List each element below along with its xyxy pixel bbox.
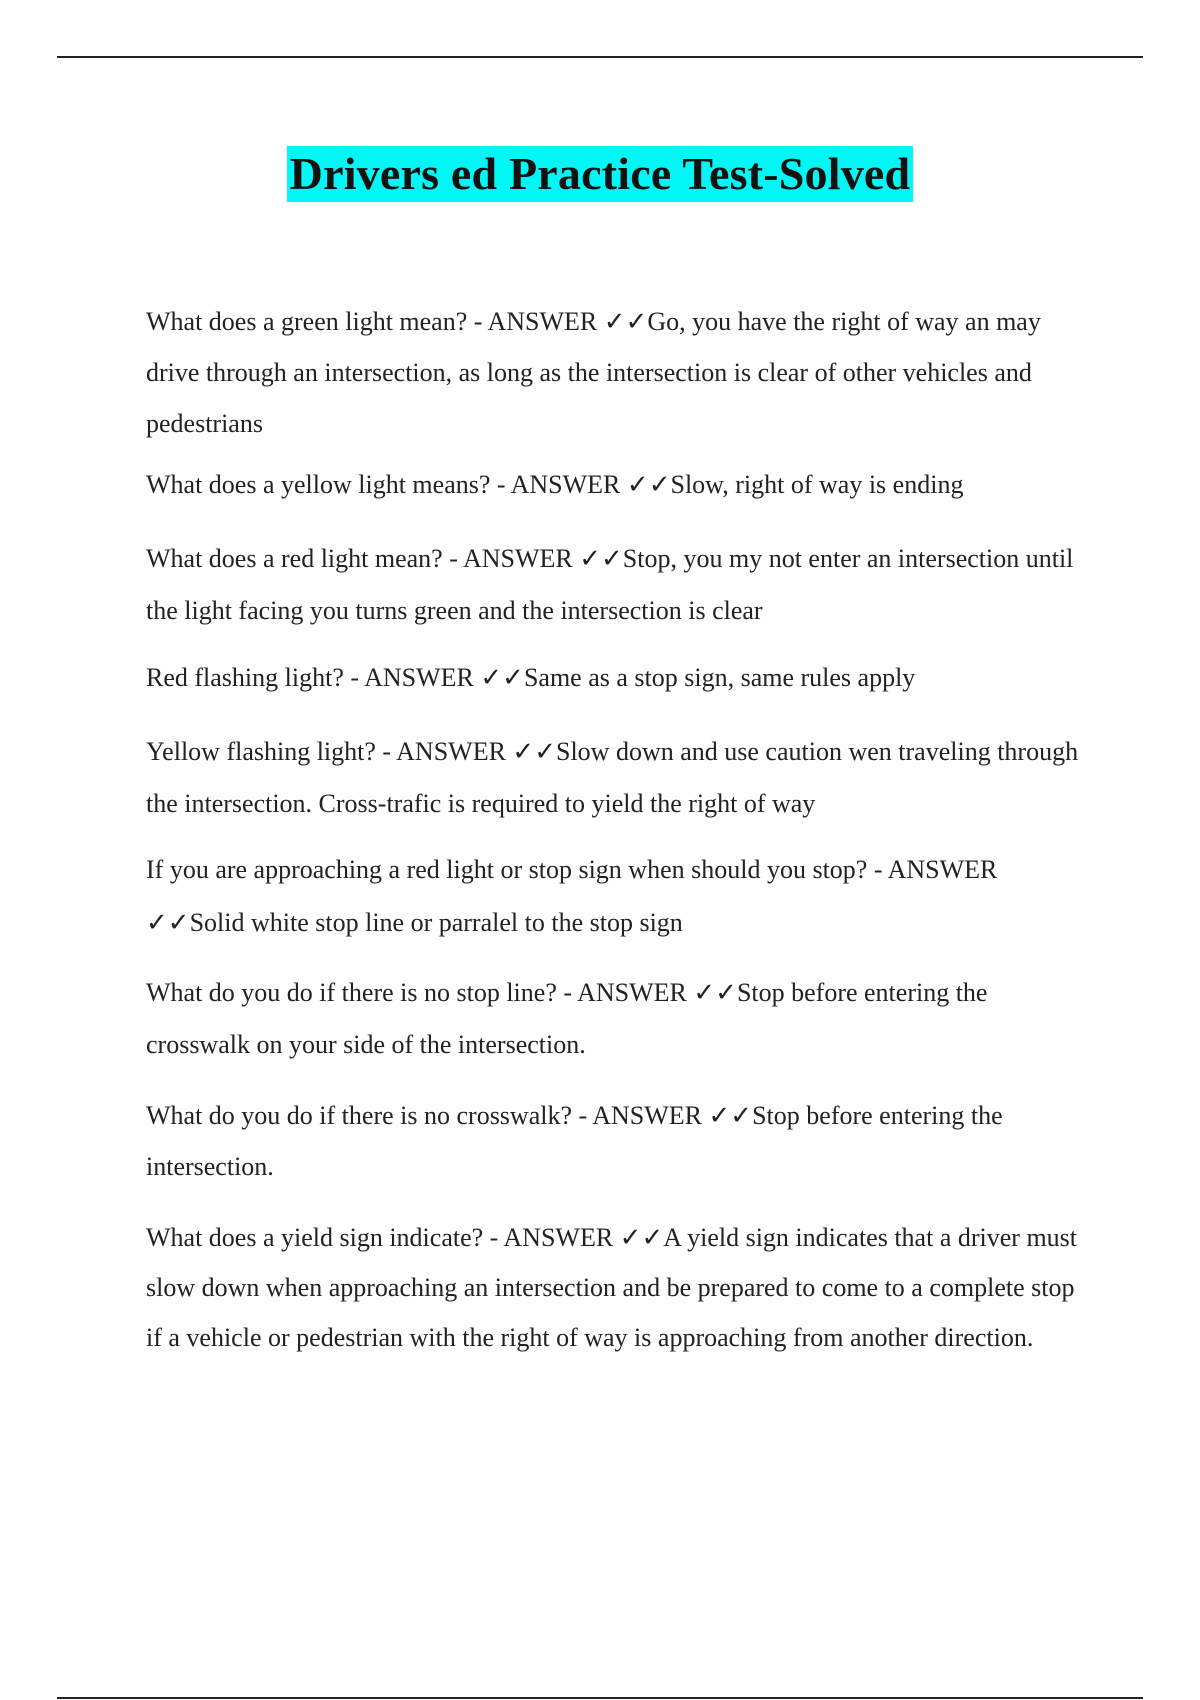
question-text: What do you do if there is no crosswalk? - ANSWER: [146, 1101, 709, 1130]
check-icon: ✓✓: [708, 1101, 753, 1130]
title-wrap: [0, 146, 1200, 202]
qa-item-yellow-light: [146, 462, 1086, 508]
answer-text: Solid white stop line or parralel to the stop sign: [189, 908, 683, 937]
qa-item-yield-sign: [146, 1213, 1086, 1363]
question-text: What does a green light mean? - ANSWER: [146, 307, 604, 336]
qa-item-no-stop-line: [146, 967, 1086, 1071]
answer-text: Slow down and use caution wen traveling through the intersection. Cross-trafic is required to yield the right of way: [146, 737, 1085, 818]
qa-item-no-crosswalk: [146, 1090, 1086, 1192]
question-text: What do you do if there is no stop line? - ANSWER: [146, 978, 694, 1007]
document-title: Drivers ed Practice Test-Solved: [287, 146, 914, 202]
question-text: Yellow flashing light? - ANSWER: [146, 737, 513, 766]
answer-text: Slow, right of way is ending: [670, 470, 964, 499]
check-icon: ✓✓: [579, 544, 623, 573]
answer-text: Stop before entering the intersection.: [146, 1101, 1010, 1181]
check-icon: ✓✓: [693, 978, 737, 1007]
question-text: If you are approaching a red light or stop sign when should you stop? - ANSWER: [146, 855, 1004, 884]
answer-text: Same as a stop sign, same rules apply: [523, 663, 916, 692]
question-text: What does a yellow light means? - ANSWER: [146, 470, 627, 499]
answer-text: A yield sign indicates that a driver must slow down when approaching an intersection and be prepared to come to a complete stop if a vehicle or pedestrian with the right of way is approaching from another direction.: [146, 1223, 1084, 1352]
check-icon: ✓✓: [480, 663, 524, 692]
top-rule: [57, 56, 1143, 58]
check-icon: ✓✓: [603, 307, 648, 336]
check-icon: ✓✓: [146, 908, 190, 937]
question-text: What does a yield sign indicate? - ANSWER: [146, 1223, 620, 1252]
qa-item-green-light: [146, 296, 1086, 449]
answer-text: Go, you have the right of way an may drive through an intersection, as long as the intersection is clear of other vehicles and pedestrians: [146, 307, 1048, 438]
check-icon: ✓✓: [619, 1223, 664, 1252]
qa-item-stop-position: [146, 843, 1086, 949]
qa-item-red-light: [146, 533, 1086, 637]
qa-item-yellow-flashing: [146, 726, 1086, 830]
bottom-rule: [57, 1697, 1143, 1699]
check-icon: ✓✓: [626, 470, 671, 499]
answer-text: Stop before entering the crosswalk on your side of the intersection.: [146, 978, 994, 1059]
qa-item-red-flashing: [146, 655, 1086, 701]
question-text: What does a red light mean? - ANSWER: [146, 544, 580, 573]
question-text: Red flashing light? - ANSWER: [146, 663, 481, 692]
check-icon: ✓✓: [512, 737, 556, 766]
answer-text: Stop, you my not enter an intersection until the light facing you turns green and the intersection is clear: [146, 544, 1080, 625]
